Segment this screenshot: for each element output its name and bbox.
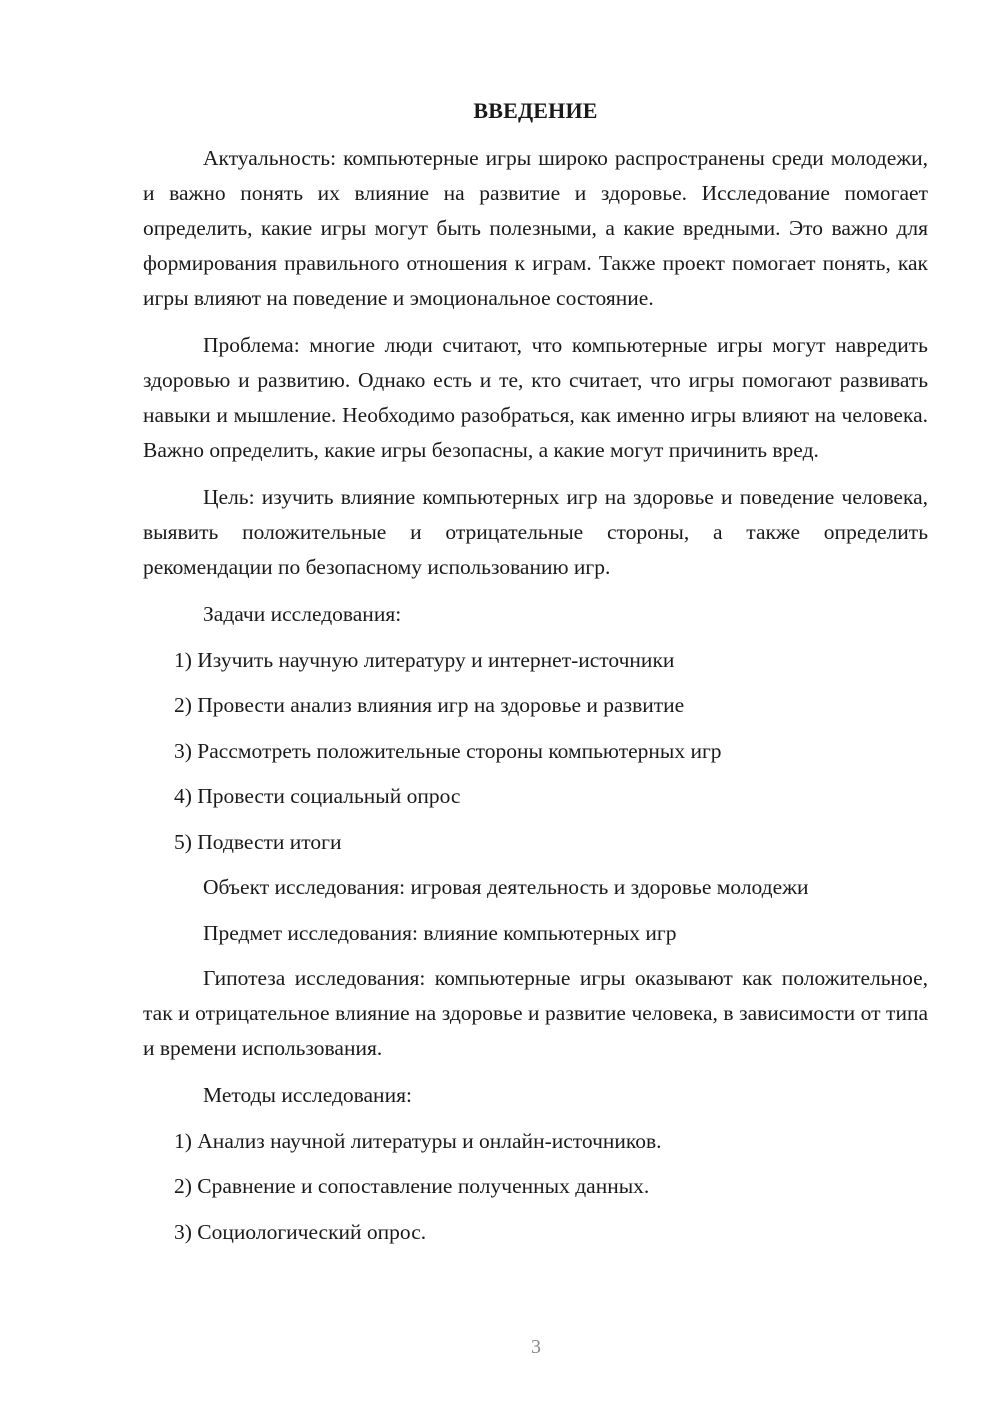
task-item-5: 5) Подвести итоги	[174, 829, 342, 854]
methods-heading: Методы исследования:	[203, 1083, 412, 1107]
method-item-3: 3) Социологический опрос.	[174, 1219, 427, 1244]
relevance-paragraph: Актуальность: компьютерные игры широко распространены среди молодежи, и важно понять их влияние на развитие и здоровье. Исследование помогает определить, какие игры могут быть полезными, а какие вредными. Это важно для формирования правильного отношения к играм. Также проект помогает понять, как игры влияют на поведение и эмоциональное состояние.	[143, 146, 928, 310]
goal-paragraph: Цель: изучить влияние компьютерных игр на здоровье и поведение человека, выявить положительные и отрицательные стороны, а также определить рекомендации по безопасному использованию игр.	[143, 485, 928, 579]
research-object: Объект исследования: игровая деятельность и здоровье молодежи	[203, 875, 809, 899]
task-item-2: 2) Провести анализ влияния игр на здоровье и развитие	[174, 693, 685, 717]
tasks-heading: Задачи исследования:	[203, 602, 402, 626]
section-title: ВВЕДЕНИЕ	[473, 98, 598, 123]
research-subject: Предмет исследования: влияние компьютерных игр	[203, 920, 677, 945]
task-item-4: 4) Провести социальный опрос	[174, 784, 461, 808]
method-item-1: 1) Анализ научной литературы и онлайн-источников.	[174, 1128, 662, 1153]
task-item-3: 3) Рассмотреть положительные стороны компьютерных игр	[174, 738, 722, 763]
page-content	[143, 94, 928, 1260]
problem-paragraph: Проблема: многие люди считают, что компьютерные игры могут навредить здоровью и развитию. Однако есть и те, кто считает, что игры помогают развивать навыки и мышление. Необходимо разобраться, как именно игры влияют на человека. Важно определить, какие игры безопасны, а какие могут причинить вред.	[143, 333, 928, 462]
hypothesis-paragraph: Гипотеза исследования: компьютерные игры оказывают как положительное, так и отрицательное влияние на здоровье и развитие человека, в зависимости от типа и времени использования.	[143, 966, 928, 1060]
page-number: 3	[531, 1336, 541, 1358]
method-item-2: 2) Сравнение и сопоставление полученных данных.	[174, 1174, 650, 1198]
task-item-1: 1) Изучить научную литературу и интернет-источники	[174, 647, 675, 672]
